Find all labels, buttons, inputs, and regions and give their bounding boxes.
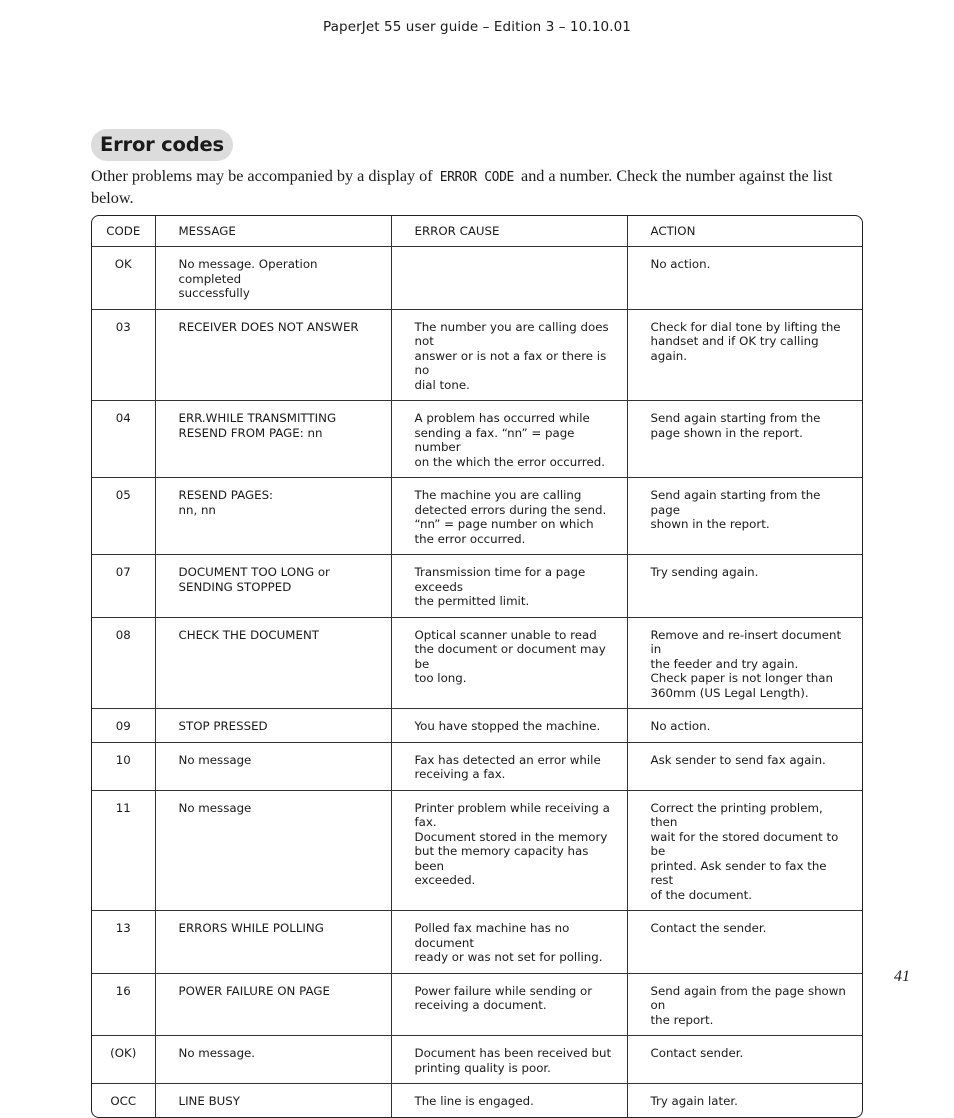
cell-code-text: 09 [115,719,131,733]
table-row [92,617,862,709]
cell-action [627,478,862,555]
cell-code-text: OK [114,257,132,271]
table-row [92,309,862,401]
cell-action [627,617,862,709]
cell-action [627,742,862,790]
error-code-display-text: ERROR CODE [439,170,514,185]
cell-message [155,309,391,401]
cell-message-text: LINE BUSY [178,1094,241,1108]
table-row [92,401,862,478]
cell-code-text: 13 [115,921,131,935]
cell-error-cause-text: Transmission time for a page exceeds the permitted limit. [414,565,586,608]
cell-error-cause [391,1084,627,1117]
cell-code-text: (OK) [110,1046,137,1060]
cell-error-cause-text: You have stopped the machine. [414,719,601,733]
cell-message-text: POWER FAILURE ON PAGE [178,983,330,998]
cell-message [155,401,391,478]
cell-action-text: Check for dial tone by lifting the handset and if OK try calling again. [650,319,841,363]
cell-action-text: Contact sender. [650,1046,744,1060]
cell-code-text: 04 [115,411,131,425]
cell-message [155,555,391,618]
cell-action [627,911,862,974]
intro-text-after: and a number. Check the number against the list below. [91,167,833,207]
column-header-error-cause: ERROR CAUSE [391,216,627,247]
section-heading: Error codes [91,129,233,161]
cell-code-text: 11 [115,800,131,815]
cell-error-cause-text: Polled fax machine has no document ready or was not set for polling. [414,921,603,964]
cell-error-cause-text: A problem has occurred while sending a fax. “nn” = page number on the which the error occurred. [414,411,605,469]
cell-code [92,911,155,974]
cell-error-cause [391,790,627,911]
cell-action [627,1036,862,1084]
cell-error-cause [391,247,627,310]
table-row [92,1084,862,1117]
cell-code-text: 10 [115,752,131,767]
cell-message-text: STOP PRESSED [178,719,268,733]
table-row [92,790,862,911]
intro-paragraph [91,166,861,209]
cell-message-text: No message [178,752,252,767]
table-row [92,1036,862,1084]
cell-code [92,555,155,618]
cell-message-text: DOCUMENT TOO LONG or SENDING STOPPED [178,565,330,594]
cell-action-text: Ask sender to send fax again. [650,752,826,767]
cell-error-cause-text: Power failure while sending or receiving a document. [414,983,593,1012]
cell-action-text: Correct the printing problem, then wait for the stored document to be printed. Ask sender to fax the rest of the document. [650,800,839,902]
cell-action [627,401,862,478]
table-row [92,247,862,310]
table-row [92,742,862,790]
cell-error-cause [391,742,627,790]
cell-code-text: 16 [115,983,131,998]
cell-action-text: Try again later. [650,1094,738,1108]
cell-action-text: No action. [650,719,711,733]
table-row [92,709,862,743]
cell-error-cause [391,617,627,709]
cell-message-text: RECEIVER DOES NOT ANSWER [178,319,359,334]
cell-code [92,478,155,555]
cell-error-cause [391,309,627,401]
cell-action-text: Remove and re-insert document in the feeder and try again. Check paper is not longer than 360mm (US Legal Length). [650,627,842,700]
cell-message [155,973,391,1036]
cell-action [627,555,862,618]
cell-message [155,742,391,790]
running-header: PaperJet 55 user guide – Edition 3 – 10.10.01 [323,19,631,35]
cell-message [155,617,391,709]
cell-action [627,709,862,743]
cell-message [155,1084,391,1117]
cell-code [92,973,155,1036]
table-row [92,911,862,974]
cell-message-text: No message. Operation completed successfully [178,257,318,300]
table-header-row [92,216,862,247]
cell-code [92,247,155,310]
cell-error-cause-text: The machine you are calling detected errors during the send. “nn” = page number on which the error occurred. [414,488,607,546]
cell-message [155,247,391,310]
cell-error-cause-text: Optical scanner unable to read the document or document may be too long. [414,627,606,685]
cell-code [92,790,155,911]
cell-message [155,911,391,974]
cell-message-text: RESEND PAGES: nn, nn [178,488,274,517]
page-number: 41 [894,968,910,985]
cell-message [155,1036,391,1084]
cell-message [155,709,391,743]
cell-code-text: OCC [110,1094,137,1108]
cell-message [155,790,391,911]
cell-code [92,401,155,478]
cell-action-text: Send again starting from the page shown in the report. [650,488,821,531]
cell-message-text: ERR.WHILE TRANSMITTING RESEND FROM PAGE: nn [178,411,337,440]
cell-error-cause [391,911,627,974]
cell-error-cause-text: The number you are calling does not answer or is not a fax or there is no dial tone. [414,319,609,392]
table-row [92,478,862,555]
cell-code-text: 05 [115,488,131,502]
cell-code [92,309,155,401]
cell-action [627,1084,862,1117]
cell-message-text: ERRORS WHILE POLLING [178,921,324,935]
cell-error-cause [391,1036,627,1084]
cell-error-cause-text: Fax has detected an error while receiving a fax. [414,752,601,781]
cell-error-cause [391,401,627,478]
cell-error-cause [391,709,627,743]
cell-code [92,742,155,790]
cell-code-text: 03 [115,319,131,334]
cell-code [92,709,155,743]
cell-action [627,247,862,310]
cell-error-cause-text: Document has been received but printing quality is poor. [414,1046,612,1075]
cell-action [627,973,862,1036]
table-row [92,973,862,1036]
cell-error-cause [391,478,627,555]
cell-message-text: CHECK THE DOCUMENT [178,627,319,642]
cell-message-text: No message. [178,1046,256,1060]
cell-code-text: 07 [115,565,131,579]
cell-error-cause-text: The line is engaged. [414,1094,534,1108]
cell-action-text: Send again starting from the page shown in the report. [650,411,821,440]
cell-action-text: Send again from the page shown on the report. [650,983,846,1027]
column-header-code: CODE [92,216,155,247]
column-header-message: MESSAGE [155,216,391,247]
error-codes-table [92,216,862,1117]
cell-action [627,309,862,401]
cell-action [627,790,862,911]
cell-message-text: No message [178,800,252,815]
cell-error-cause-text: Printer problem while receiving a fax. Document stored in the memory but the memory capacity has been exceeded. [414,800,610,887]
cell-action-text: Try sending again. [650,565,759,579]
cell-code [92,1084,155,1117]
table-row [92,555,862,618]
cell-error-cause [391,555,627,618]
cell-code-text: 08 [115,627,131,642]
cell-message [155,478,391,555]
intro-text-before: Other problems may be accompanied by a display of [91,167,433,185]
cell-code [92,1036,155,1084]
cell-action-text: Contact the sender. [650,921,767,935]
cell-error-cause [391,973,627,1036]
cell-code [92,617,155,709]
error-codes-table-container [91,215,863,1118]
cell-action-text: No action. [650,257,711,271]
column-header-action: ACTION [627,216,862,247]
